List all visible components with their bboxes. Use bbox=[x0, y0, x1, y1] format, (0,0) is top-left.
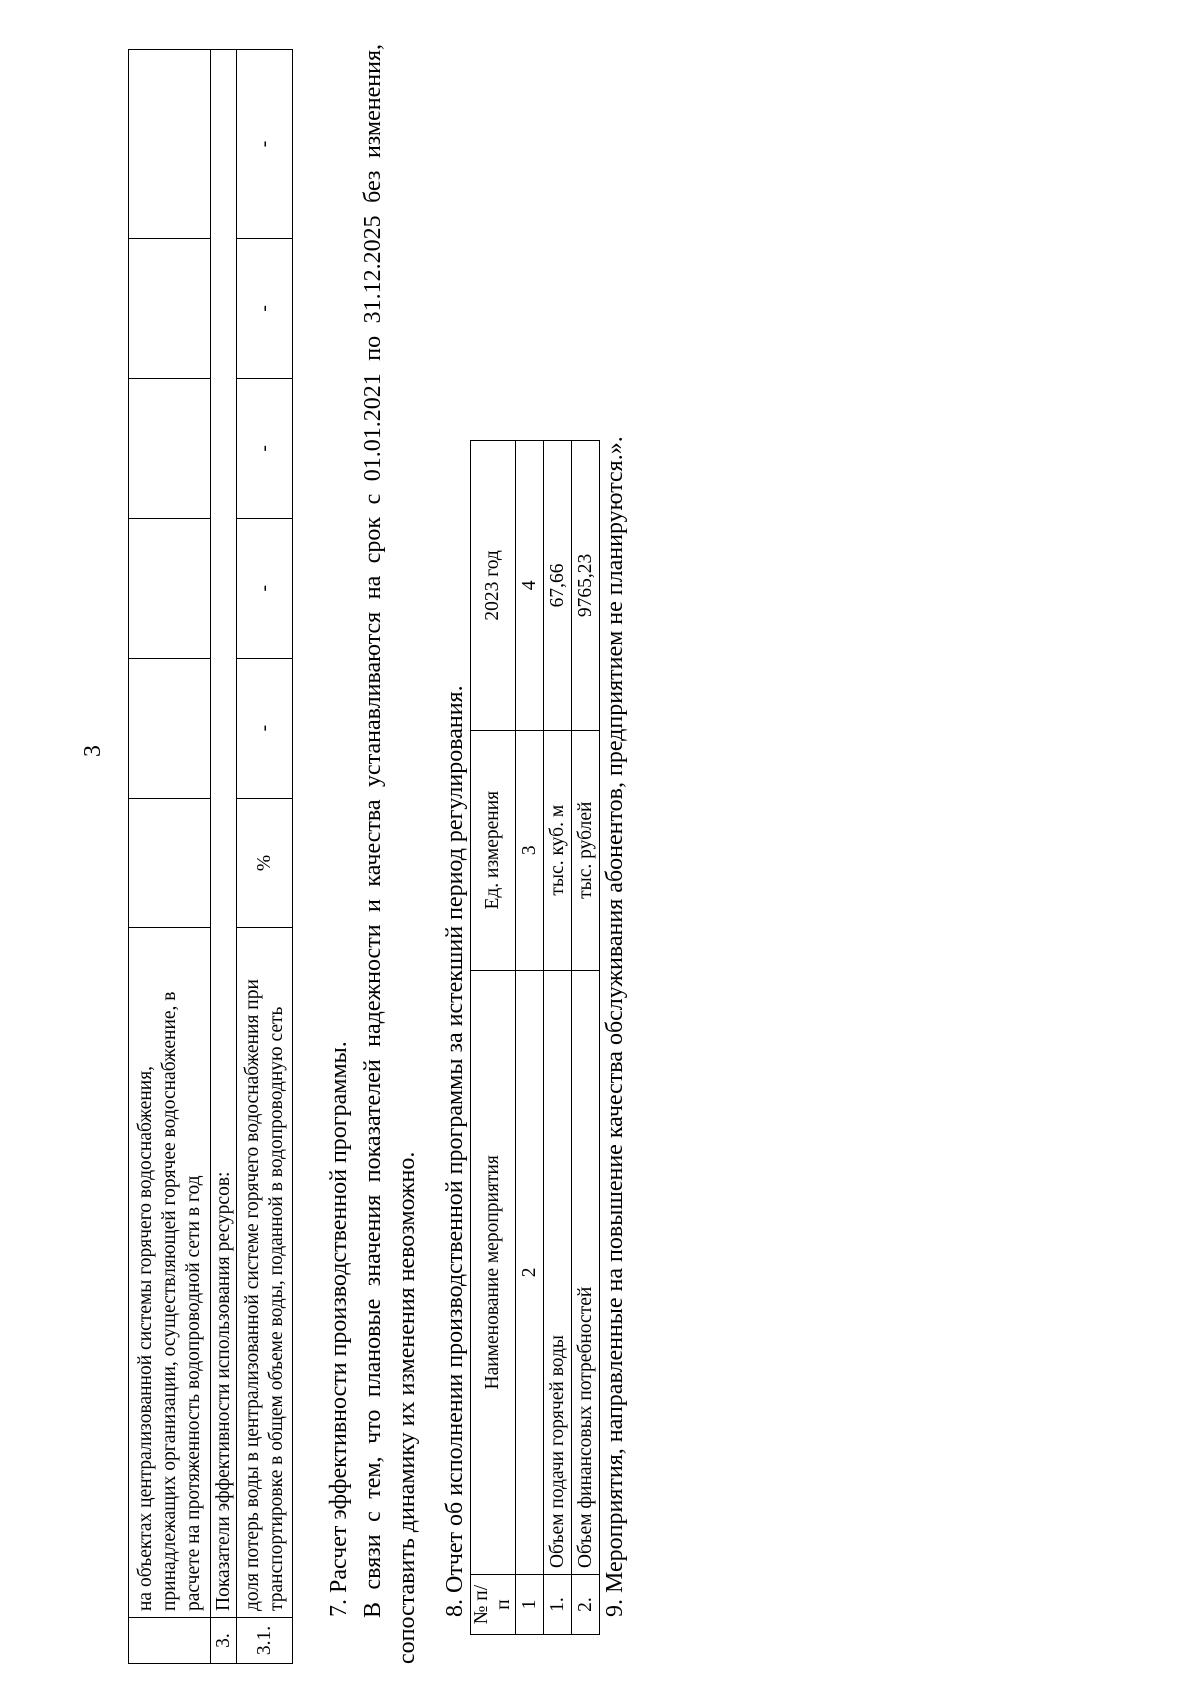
value-cell bbox=[129, 518, 211, 658]
value-cell: - bbox=[237, 518, 293, 658]
colnum: 2 bbox=[516, 970, 544, 1574]
table-row bbox=[544, 441, 572, 1635]
row-number: 3. bbox=[211, 1618, 237, 1664]
row-number: 2. bbox=[572, 1575, 600, 1635]
value-cell bbox=[129, 658, 211, 798]
unit-cell: % bbox=[237, 798, 293, 928]
table-row bbox=[129, 50, 211, 1664]
value-cell: 9765,23 bbox=[572, 441, 600, 731]
value-cell bbox=[129, 50, 211, 239]
unit-cell bbox=[129, 798, 211, 928]
value-cell: - bbox=[237, 50, 293, 239]
unit-cell: тыс. рублей bbox=[572, 730, 600, 970]
table-colnum-row bbox=[516, 441, 544, 1635]
header-num: № п/п bbox=[471, 1575, 516, 1635]
value-cell: 67,66 bbox=[544, 441, 572, 731]
value-cell bbox=[129, 238, 211, 378]
section-7-text: В связи с тем, что плановые значения показателей надежности и качества устанавливаются на срок с 01.01.2021 по 31.12.2025 без изменения, сопоставить динамику их изменения невозможно. bbox=[360, 44, 420, 1664]
row-number: 3.1. bbox=[237, 1618, 293, 1664]
indicator-text: доля потерь воды в централизованной системе горячего водоснабжения при транспортировке в общем объеме воды, поданной в водопроводную сеть bbox=[237, 928, 293, 1618]
activity-name: Объем финансовых потребностей bbox=[572, 970, 600, 1574]
header-unit: Ед. измерения bbox=[471, 730, 516, 970]
value-cell: - bbox=[237, 238, 293, 378]
unit-cell: тыс. куб. м bbox=[544, 730, 572, 970]
value-cell: - bbox=[237, 658, 293, 798]
value-cell bbox=[129, 378, 211, 518]
colnum: 4 bbox=[516, 441, 544, 731]
colnum: 1 bbox=[516, 1575, 544, 1635]
header-name: Наименование мероприятия bbox=[471, 970, 516, 1574]
section-7-paragraph bbox=[356, 44, 424, 1664]
indicators-table bbox=[128, 49, 293, 1664]
report-table bbox=[470, 440, 600, 1635]
colnum: 3 bbox=[516, 730, 544, 970]
row-number: 1. bbox=[544, 1575, 572, 1635]
table-row bbox=[572, 441, 600, 1635]
table-header-row bbox=[471, 441, 516, 1635]
section-8-heading: 8. Отчет об исполнении производственной программы за истекший период регулирования. bbox=[442, 685, 468, 1617]
indicator-text: на объектах централизованной системы горячего водоснабжения, принадлежащих организации, осуществляющей горячее водоснабжение, в расчете на протяженность водопроводной сети в год bbox=[129, 928, 211, 1618]
table-row bbox=[211, 50, 237, 1664]
section-9-paragraph: 9. Мероприятия, направленные на повышение качества обслуживания абонентов, предприятием не планируются.». bbox=[602, 436, 628, 1617]
activity-name: Объем подачи горячей воды bbox=[544, 970, 572, 1574]
section-7-heading: 7. Расчет эффективности производственной программы. bbox=[326, 1041, 352, 1617]
section-title: Показатели эффективности использования ресурсов: bbox=[211, 50, 237, 1618]
header-year: 2023 год bbox=[471, 441, 516, 731]
value-cell: - bbox=[237, 378, 293, 518]
row-number bbox=[129, 1618, 211, 1664]
table-row bbox=[237, 50, 293, 1664]
page-number: 3 bbox=[80, 745, 106, 757]
